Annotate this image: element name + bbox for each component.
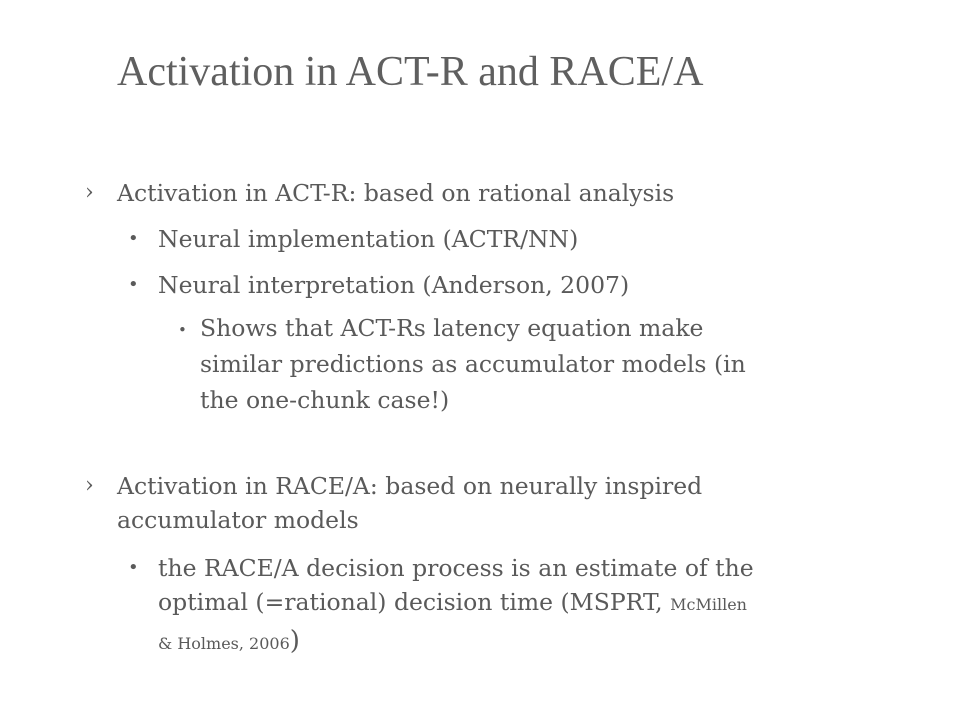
bullet-neural-implementation: Neural implementation (ACTR/NN) — [158, 225, 579, 253]
level3-bullet-marker: • — [178, 321, 187, 339]
citation-part-2: & Holmes, 2006 — [158, 634, 290, 653]
citation-part-1: McMillen — [670, 595, 747, 614]
bullet-latency-equation-line-1: Shows that ACT-Rs latency equation make — [200, 314, 704, 342]
level2-bullet-marker: • — [128, 274, 139, 295]
decision-process-text: optimal (=rational) decision time (MSPRT, — [158, 588, 663, 616]
level2-bullet-marker: • — [128, 557, 139, 578]
bullet-activation-act-r: Activation in ACT-R: based on rational analysis — [117, 179, 675, 207]
bullet-latency-equation-line-3: the one-chunk case!) — [200, 386, 450, 414]
slide-title: Activation in ACT-R and RACE/A — [117, 49, 704, 95]
level1-bullet-marker: › — [85, 473, 94, 498]
bullet-latency-equation-line-2: similar predictions as accumulator models (in — [200, 350, 746, 378]
level2-bullet-marker: • — [128, 228, 139, 249]
closing-parenthesis: ) — [289, 626, 300, 656]
level1-bullet-marker: › — [85, 180, 94, 205]
bullet-decision-process-line-3 — [158, 626, 300, 659]
bullet-decision-process-line-2 — [158, 587, 747, 620]
bullet-activation-race-a-line-2: accumulator models — [117, 506, 359, 534]
bullet-neural-interpretation: Neural interpretation (Anderson, 2007) — [158, 271, 630, 299]
bullet-activation-race-a-line-1: Activation in RACE/A: based on neurally inspired — [117, 472, 703, 500]
bullet-decision-process-line-1: the RACE/A decision process is an estimate of the — [158, 554, 754, 582]
